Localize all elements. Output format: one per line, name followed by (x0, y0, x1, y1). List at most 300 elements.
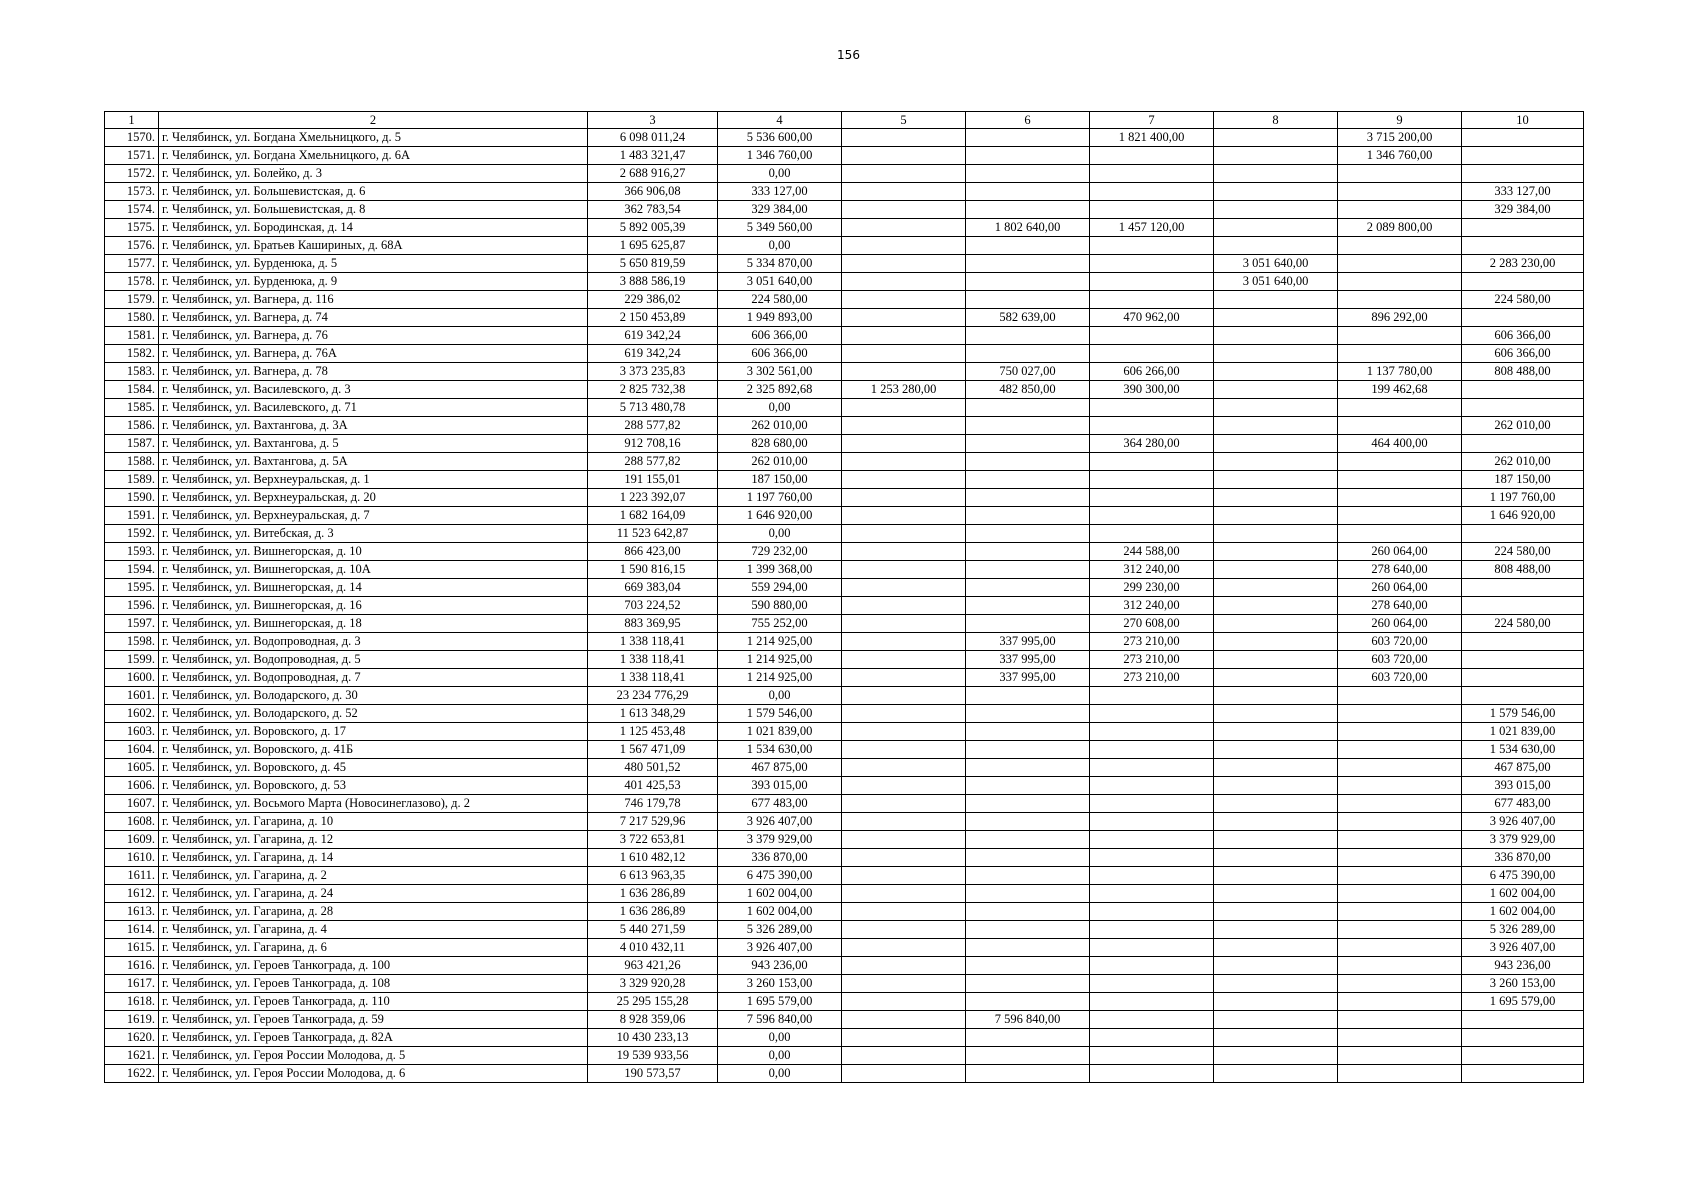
col-3-value-cell: 883 369,95 (588, 615, 718, 633)
col-7-value-cell (1090, 741, 1214, 759)
col-9-value-cell (1338, 237, 1462, 255)
col-3-value-cell: 1 590 816,15 (588, 561, 718, 579)
row-number-cell: 1594. (105, 561, 159, 579)
col-5-value-cell (842, 669, 966, 687)
col-5-value-cell (842, 651, 966, 669)
address-cell: г. Челябинск, ул. Василевского, д. 3 (159, 381, 588, 399)
table-row (105, 453, 1584, 471)
col-7-value-cell: 270 608,00 (1090, 615, 1214, 633)
col-7-value-cell: 390 300,00 (1090, 381, 1214, 399)
col-9-value-cell (1338, 795, 1462, 813)
col-5-value-cell (842, 165, 966, 183)
col-8-value-cell (1214, 867, 1338, 885)
col-3-value-cell: 963 421,26 (588, 957, 718, 975)
address-cell: г. Челябинск, ул. Бурденюка, д. 9 (159, 273, 588, 291)
col-8-value-cell (1214, 813, 1338, 831)
col-5-value-cell (842, 345, 966, 363)
address-cell: г. Челябинск, ул. Гагарина, д. 12 (159, 831, 588, 849)
col-9-value-cell (1338, 201, 1462, 219)
col-5-value-cell (842, 579, 966, 597)
table-row (105, 849, 1584, 867)
row-number-cell: 1610. (105, 849, 159, 867)
col-3-value-cell: 5 892 005,39 (588, 219, 718, 237)
col-8-value-cell (1214, 903, 1338, 921)
col-6-value-cell (966, 705, 1090, 723)
col-8-value-cell (1214, 1011, 1338, 1029)
col-3-value-cell: 23 234 776,29 (588, 687, 718, 705)
col-10-value-cell: 224 580,00 (1462, 291, 1584, 309)
col-3-value-cell: 2 688 916,27 (588, 165, 718, 183)
col-5-value-cell (842, 1011, 966, 1029)
col-4-value-cell: 187 150,00 (718, 471, 842, 489)
address-cell: г. Челябинск, ул. Водопроводная, д. 3 (159, 633, 588, 651)
col-9-value-cell (1338, 525, 1462, 543)
col-9-value-cell (1338, 993, 1462, 1011)
col-3-value-cell: 1 567 471,09 (588, 741, 718, 759)
col-10-value-cell: 2 283 230,00 (1462, 255, 1584, 273)
col-10-value-cell: 1 534 630,00 (1462, 741, 1584, 759)
col-10-value-cell: 1 695 579,00 (1462, 993, 1584, 1011)
table-row (105, 705, 1584, 723)
col-4-value-cell: 559 294,00 (718, 579, 842, 597)
col-3-value-cell: 11 523 642,87 (588, 525, 718, 543)
address-cell: г. Челябинск, ул. Вагнера, д. 78 (159, 363, 588, 381)
col-4-value-cell: 329 384,00 (718, 201, 842, 219)
col-3-value-cell: 5 440 271,59 (588, 921, 718, 939)
col-6-value-cell (966, 867, 1090, 885)
col-4-value-cell: 1 695 579,00 (718, 993, 842, 1011)
col-4-value-cell: 5 536 600,00 (718, 129, 842, 147)
col-6-value-cell: 582 639,00 (966, 309, 1090, 327)
col-3-value-cell: 3 888 586,19 (588, 273, 718, 291)
address-cell: г. Челябинск, ул. Воровского, д. 41Б (159, 741, 588, 759)
table-row (105, 1029, 1584, 1047)
row-number-cell: 1585. (105, 399, 159, 417)
col-9-value-cell (1338, 921, 1462, 939)
col-7-value-cell (1090, 165, 1214, 183)
col-10-value-cell: 6 475 390,00 (1462, 867, 1584, 885)
col-8-value-cell (1214, 723, 1338, 741)
col-5-value-cell (842, 1065, 966, 1083)
col-7-value-cell (1090, 147, 1214, 165)
table-row (105, 885, 1584, 903)
col-3-value-cell: 25 295 155,28 (588, 993, 718, 1011)
table-header-row (105, 112, 1584, 129)
row-number-cell: 1573. (105, 183, 159, 201)
col-3-value-cell: 746 179,78 (588, 795, 718, 813)
col-7-value-cell: 364 280,00 (1090, 435, 1214, 453)
col-3-value-cell: 401 425,53 (588, 777, 718, 795)
row-number-cell: 1584. (105, 381, 159, 399)
col-3-value-cell: 5 713 480,78 (588, 399, 718, 417)
col-10-value-cell (1462, 633, 1584, 651)
col-4-value-cell: 3 379 929,00 (718, 831, 842, 849)
col-3-value-cell: 8 928 359,06 (588, 1011, 718, 1029)
col-6-value-cell (966, 741, 1090, 759)
col-10-value-cell (1462, 687, 1584, 705)
col-7-value-cell (1090, 831, 1214, 849)
table-row (105, 399, 1584, 417)
col-8-value-cell (1214, 399, 1338, 417)
col-8-value-cell (1214, 507, 1338, 525)
table-row (105, 723, 1584, 741)
col-3-value-cell: 866 423,00 (588, 543, 718, 561)
address-cell: г. Челябинск, ул. Болейко, д. 3 (159, 165, 588, 183)
col-5-value-cell (842, 1029, 966, 1047)
col-4-value-cell: 1 646 920,00 (718, 507, 842, 525)
col-8-value-cell (1214, 993, 1338, 1011)
col-9-value-cell (1338, 867, 1462, 885)
col-9-value-cell (1338, 723, 1462, 741)
col-4-value-cell: 393 015,00 (718, 777, 842, 795)
table-row (105, 129, 1584, 147)
col-3-value-cell: 1 338 118,41 (588, 633, 718, 651)
col-5-value-cell (842, 291, 966, 309)
col-10-value-cell: 606 366,00 (1462, 345, 1584, 363)
row-number-cell: 1596. (105, 597, 159, 615)
col-7-value-cell (1090, 939, 1214, 957)
col-6-value-cell (966, 471, 1090, 489)
row-number-cell: 1618. (105, 993, 159, 1011)
table-row (105, 669, 1584, 687)
col-10-value-cell (1462, 1011, 1584, 1029)
col-5-value-cell (842, 183, 966, 201)
col-5-value-cell (842, 705, 966, 723)
table-row (105, 237, 1584, 255)
address-cell: г. Челябинск, ул. Гагарина, д. 4 (159, 921, 588, 939)
col-10-value-cell: 677 483,00 (1462, 795, 1584, 813)
col-5-value-cell (842, 309, 966, 327)
col-6-value-cell (966, 723, 1090, 741)
row-number-cell: 1601. (105, 687, 159, 705)
col-8-value-cell (1214, 759, 1338, 777)
address-cell: г. Челябинск, ул. Бурденюка, д. 5 (159, 255, 588, 273)
col-9-value-cell: 603 720,00 (1338, 651, 1462, 669)
col-4-value-cell: 336 870,00 (718, 849, 842, 867)
table-row (105, 273, 1584, 291)
address-cell: г. Челябинск, ул. Братьев Кашириных, д. 68А (159, 237, 588, 255)
col-3-value-cell: 10 430 233,13 (588, 1029, 718, 1047)
address-cell: г. Челябинск, ул. Вагнера, д. 76 (159, 327, 588, 345)
col-8-value-cell: 3 051 640,00 (1214, 255, 1338, 273)
col-6-value-cell (966, 345, 1090, 363)
col-9-value-cell (1338, 507, 1462, 525)
col-10-value-cell (1462, 129, 1584, 147)
col-9-value-cell (1338, 453, 1462, 471)
col-5-value-cell (842, 849, 966, 867)
column-header-3: 3 (588, 112, 718, 129)
col-6-value-cell (966, 165, 1090, 183)
col-8-value-cell (1214, 939, 1338, 957)
col-8-value-cell (1214, 615, 1338, 633)
table-row (105, 939, 1584, 957)
col-4-value-cell: 1 579 546,00 (718, 705, 842, 723)
col-4-value-cell: 5 326 289,00 (718, 921, 842, 939)
col-10-value-cell: 187 150,00 (1462, 471, 1584, 489)
col-5-value-cell (842, 939, 966, 957)
row-number-cell: 1600. (105, 669, 159, 687)
col-7-value-cell (1090, 885, 1214, 903)
table-row (105, 489, 1584, 507)
row-number-cell: 1606. (105, 777, 159, 795)
col-7-value-cell (1090, 273, 1214, 291)
col-7-value-cell (1090, 525, 1214, 543)
col-7-value-cell (1090, 201, 1214, 219)
col-3-value-cell: 3 373 235,83 (588, 363, 718, 381)
col-7-value-cell: 312 240,00 (1090, 561, 1214, 579)
col-4-value-cell: 5 349 560,00 (718, 219, 842, 237)
col-6-value-cell (966, 939, 1090, 957)
col-5-value-cell (842, 489, 966, 507)
table-row (105, 165, 1584, 183)
col-10-value-cell: 1 021 839,00 (1462, 723, 1584, 741)
table-row (105, 219, 1584, 237)
col-5-value-cell (842, 885, 966, 903)
col-8-value-cell (1214, 471, 1338, 489)
col-10-value-cell (1462, 381, 1584, 399)
table-row (105, 993, 1584, 1011)
col-4-value-cell: 6 475 390,00 (718, 867, 842, 885)
table-row (105, 309, 1584, 327)
col-7-value-cell (1090, 957, 1214, 975)
address-cell: г. Челябинск, ул. Водопроводная, д. 7 (159, 669, 588, 687)
row-number-cell: 1598. (105, 633, 159, 651)
address-cell: г. Челябинск, ул. Вишнегорская, д. 18 (159, 615, 588, 633)
col-6-value-cell (966, 759, 1090, 777)
col-7-value-cell (1090, 1065, 1214, 1083)
col-3-value-cell: 912 708,16 (588, 435, 718, 453)
col-8-value-cell (1214, 795, 1338, 813)
row-number-cell: 1591. (105, 507, 159, 525)
col-10-value-cell: 3 926 407,00 (1462, 813, 1584, 831)
col-8-value-cell (1214, 597, 1338, 615)
col-10-value-cell: 333 127,00 (1462, 183, 1584, 201)
col-9-value-cell: 1 346 760,00 (1338, 147, 1462, 165)
col-4-value-cell: 677 483,00 (718, 795, 842, 813)
row-number-cell: 1579. (105, 291, 159, 309)
address-cell: г. Челябинск, ул. Гагарина, д. 2 (159, 867, 588, 885)
table-row (105, 147, 1584, 165)
col-3-value-cell: 480 501,52 (588, 759, 718, 777)
table-row (105, 741, 1584, 759)
col-4-value-cell: 1 346 760,00 (718, 147, 842, 165)
col-10-value-cell: 3 926 407,00 (1462, 939, 1584, 957)
col-9-value-cell (1338, 903, 1462, 921)
col-5-value-cell (842, 255, 966, 273)
col-6-value-cell (966, 399, 1090, 417)
row-number-cell: 1581. (105, 327, 159, 345)
table-row (105, 813, 1584, 831)
col-4-value-cell: 3 051 640,00 (718, 273, 842, 291)
col-8-value-cell: 3 051 640,00 (1214, 273, 1338, 291)
col-9-value-cell (1338, 273, 1462, 291)
col-5-value-cell (842, 633, 966, 651)
table-row (105, 687, 1584, 705)
col-3-value-cell: 2 150 453,89 (588, 309, 718, 327)
col-7-value-cell (1090, 345, 1214, 363)
col-5-value-cell (842, 525, 966, 543)
col-9-value-cell (1338, 939, 1462, 957)
col-7-value-cell (1090, 723, 1214, 741)
col-9-value-cell (1338, 957, 1462, 975)
col-8-value-cell (1214, 777, 1338, 795)
col-10-value-cell: 336 870,00 (1462, 849, 1584, 867)
address-cell: г. Челябинск, ул. Героев Танкограда, д. 100 (159, 957, 588, 975)
col-9-value-cell (1338, 813, 1462, 831)
col-3-value-cell: 1 483 321,47 (588, 147, 718, 165)
table-row (105, 759, 1584, 777)
col-8-value-cell (1214, 417, 1338, 435)
col-9-value-cell (1338, 849, 1462, 867)
col-8-value-cell (1214, 129, 1338, 147)
col-8-value-cell (1214, 687, 1338, 705)
col-7-value-cell (1090, 1029, 1214, 1047)
col-7-value-cell (1090, 489, 1214, 507)
col-8-value-cell (1214, 183, 1338, 201)
col-6-value-cell (966, 255, 1090, 273)
col-7-value-cell: 273 210,00 (1090, 651, 1214, 669)
col-10-value-cell (1462, 669, 1584, 687)
col-9-value-cell: 260 064,00 (1338, 615, 1462, 633)
col-4-value-cell: 755 252,00 (718, 615, 842, 633)
col-10-value-cell: 1 602 004,00 (1462, 903, 1584, 921)
table-row (105, 183, 1584, 201)
col-4-value-cell: 262 010,00 (718, 453, 842, 471)
address-cell: г. Челябинск, ул. Вишнегорская, д. 16 (159, 597, 588, 615)
col-6-value-cell (966, 183, 1090, 201)
column-header-9: 9 (1338, 112, 1462, 129)
col-10-value-cell: 1 197 760,00 (1462, 489, 1584, 507)
col-10-value-cell: 606 366,00 (1462, 327, 1584, 345)
col-8-value-cell (1214, 435, 1338, 453)
address-cell: г. Челябинск, ул. Вахтангова, д. 5 (159, 435, 588, 453)
address-cell: г. Челябинск, ул. Верхнеуральская, д. 20 (159, 489, 588, 507)
col-7-value-cell: 273 210,00 (1090, 633, 1214, 651)
col-7-value-cell: 1 821 400,00 (1090, 129, 1214, 147)
table-row (105, 1047, 1584, 1065)
col-8-value-cell (1214, 741, 1338, 759)
col-9-value-cell (1338, 885, 1462, 903)
col-10-value-cell (1462, 597, 1584, 615)
col-3-value-cell: 6 098 011,24 (588, 129, 718, 147)
row-number-cell: 1612. (105, 885, 159, 903)
row-number-cell: 1621. (105, 1047, 159, 1065)
col-5-value-cell (842, 687, 966, 705)
col-10-value-cell: 1 646 920,00 (1462, 507, 1584, 525)
col-9-value-cell (1338, 975, 1462, 993)
table-row (105, 975, 1584, 993)
col-9-value-cell (1338, 759, 1462, 777)
col-9-value-cell: 278 640,00 (1338, 597, 1462, 615)
address-cell: г. Челябинск, ул. Вагнера, д. 116 (159, 291, 588, 309)
col-10-value-cell: 943 236,00 (1462, 957, 1584, 975)
col-4-value-cell: 333 127,00 (718, 183, 842, 201)
table-row (105, 831, 1584, 849)
address-cell: г. Челябинск, ул. Богдана Хмельницкого, д. 5 (159, 129, 588, 147)
col-10-value-cell: 393 015,00 (1462, 777, 1584, 795)
col-8-value-cell (1214, 1047, 1338, 1065)
col-7-value-cell (1090, 777, 1214, 795)
col-10-value-cell: 467 875,00 (1462, 759, 1584, 777)
address-cell: г. Челябинск, ул. Героев Танкограда, д. 108 (159, 975, 588, 993)
col-9-value-cell: 603 720,00 (1338, 633, 1462, 651)
table-row (105, 435, 1584, 453)
col-4-value-cell: 0,00 (718, 1047, 842, 1065)
col-7-value-cell (1090, 255, 1214, 273)
address-cell: г. Челябинск, ул. Володарского, д. 52 (159, 705, 588, 723)
col-6-value-cell (966, 813, 1090, 831)
col-3-value-cell: 288 577,82 (588, 453, 718, 471)
col-5-value-cell (842, 507, 966, 525)
address-cell: г. Челябинск, ул. Гагарина, д. 6 (159, 939, 588, 957)
col-4-value-cell: 1 214 925,00 (718, 633, 842, 651)
row-number-cell: 1571. (105, 147, 159, 165)
col-7-value-cell (1090, 417, 1214, 435)
table-row (105, 1011, 1584, 1029)
col-5-value-cell: 1 253 280,00 (842, 381, 966, 399)
col-9-value-cell (1338, 1011, 1462, 1029)
row-number-cell: 1605. (105, 759, 159, 777)
col-8-value-cell (1214, 327, 1338, 345)
col-5-value-cell (842, 147, 966, 165)
col-6-value-cell: 1 802 640,00 (966, 219, 1090, 237)
col-8-value-cell (1214, 1029, 1338, 1047)
col-4-value-cell: 262 010,00 (718, 417, 842, 435)
address-cell: г. Челябинск, ул. Воровского, д. 17 (159, 723, 588, 741)
col-3-value-cell: 3 329 920,28 (588, 975, 718, 993)
row-number-cell: 1603. (105, 723, 159, 741)
col-4-value-cell: 467 875,00 (718, 759, 842, 777)
col-4-value-cell: 3 302 561,00 (718, 363, 842, 381)
row-number-cell: 1582. (105, 345, 159, 363)
col-8-value-cell (1214, 147, 1338, 165)
col-6-value-cell (966, 327, 1090, 345)
col-10-value-cell (1462, 1047, 1584, 1065)
address-cell: г. Челябинск, ул. Большевистская, д. 6 (159, 183, 588, 201)
column-header-2: 2 (159, 112, 588, 129)
row-number-cell: 1574. (105, 201, 159, 219)
address-cell: г. Челябинск, ул. Богдана Хмельницкого, д. 6А (159, 147, 588, 165)
col-7-value-cell (1090, 1011, 1214, 1029)
col-4-value-cell: 729 232,00 (718, 543, 842, 561)
row-number-cell: 1614. (105, 921, 159, 939)
col-10-value-cell: 224 580,00 (1462, 615, 1584, 633)
column-header-8: 8 (1214, 112, 1338, 129)
col-4-value-cell: 7 596 840,00 (718, 1011, 842, 1029)
col-4-value-cell: 1 534 630,00 (718, 741, 842, 759)
address-cell: г. Челябинск, ул. Вахтангова, д. 3А (159, 417, 588, 435)
col-3-value-cell: 4 010 432,11 (588, 939, 718, 957)
col-7-value-cell: 244 588,00 (1090, 543, 1214, 561)
col-8-value-cell (1214, 849, 1338, 867)
row-number-cell: 1576. (105, 237, 159, 255)
col-4-value-cell: 606 366,00 (718, 327, 842, 345)
col-6-value-cell (966, 579, 1090, 597)
col-10-value-cell (1462, 399, 1584, 417)
col-7-value-cell: 273 210,00 (1090, 669, 1214, 687)
col-6-value-cell (966, 435, 1090, 453)
row-number-cell: 1595. (105, 579, 159, 597)
col-10-value-cell: 262 010,00 (1462, 453, 1584, 471)
table-row (105, 255, 1584, 273)
col-9-value-cell (1338, 1065, 1462, 1083)
col-10-value-cell (1462, 435, 1584, 453)
col-3-value-cell: 366 906,08 (588, 183, 718, 201)
table-row (105, 417, 1584, 435)
col-9-value-cell (1338, 831, 1462, 849)
col-9-value-cell (1338, 327, 1462, 345)
col-4-value-cell: 224 580,00 (718, 291, 842, 309)
